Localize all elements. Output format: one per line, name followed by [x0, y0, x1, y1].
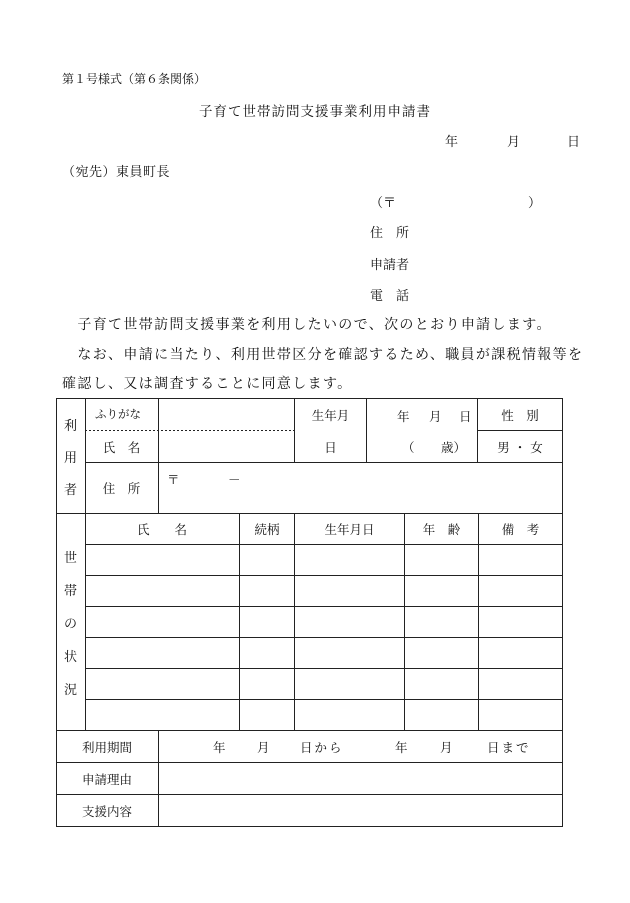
- household-section-label: [56, 540, 85, 705]
- period-year-1: 年: [213, 740, 226, 755]
- applicant-address-label: 住 所: [370, 226, 410, 241]
- gender-options[interactable]: 男 ・ 女: [497, 439, 543, 455]
- household-header-relation: 続柄: [254, 522, 280, 537]
- period-month-1: 月: [257, 740, 270, 755]
- period-year-2: 年: [395, 740, 408, 755]
- period-month-2: 月: [440, 740, 453, 755]
- addressee: （宛先）東員町長: [62, 165, 171, 180]
- age-close: 歳）: [441, 440, 467, 455]
- support-label: 支援内容: [81, 803, 132, 819]
- body-line-3: 確認し、又は調査することに同意します。: [62, 376, 353, 392]
- applicant-postal-close: ）: [528, 196, 542, 211]
- applicant-phone-label: 電 話: [370, 289, 410, 304]
- gender-label: 性 別: [501, 407, 539, 423]
- page-title: 子育て世帯訪問支援事業利用申請書: [199, 104, 431, 120]
- user-section-char-1: 利: [63, 418, 77, 434]
- form-number: 第１号様式（第６条関係）: [62, 72, 207, 86]
- applicant-postal: （〒: [370, 196, 397, 211]
- reason-input[interactable]: [159, 763, 562, 794]
- age-open: （: [402, 440, 415, 455]
- household-header-age: 年 齢: [422, 522, 461, 537]
- name-label: 氏 名: [102, 439, 141, 455]
- dob-label-2: 日: [324, 439, 337, 455]
- household-char-2: 帯: [63, 584, 77, 599]
- dob-label-1: 生年月: [311, 407, 350, 423]
- user-section-char-2: 用: [63, 450, 77, 466]
- dob-year: 年: [397, 409, 410, 424]
- name-input[interactable]: [159, 431, 294, 462]
- postal-dash: －: [228, 472, 241, 487]
- date-month-label: 月: [507, 135, 521, 150]
- household-char-5: 況: [63, 683, 77, 698]
- support-input[interactable]: [159, 795, 562, 826]
- household-header-notes: 備 考: [501, 522, 540, 537]
- user-section-char-3: 者: [63, 482, 77, 498]
- furigana-label: ふりがな: [95, 407, 141, 421]
- date-day-label: 日: [567, 135, 581, 150]
- applicant-label: 申請者: [370, 258, 410, 273]
- user-section-label: [56, 408, 85, 504]
- household-header-dob: 生年月日: [324, 522, 375, 537]
- body-line-2: なお、申請に当たり、利用世帯区分を確認するため、職員が課税情報等を: [62, 347, 584, 363]
- reason-label: 申請理由: [81, 771, 132, 787]
- dob-month: 月: [429, 409, 442, 424]
- address-label: 住 所: [102, 481, 141, 496]
- dob-day: 日: [459, 409, 472, 424]
- household-char-4: 状: [63, 650, 77, 665]
- furigana-input[interactable]: [159, 399, 294, 430]
- period-from: 日から: [300, 740, 344, 755]
- period-label: 利用期間: [81, 739, 132, 755]
- household-header-name: 氏 名: [136, 522, 187, 537]
- body-line-1: 子育て世帯訪問支援事業を利用したいので、次のとおり申請します。: [62, 317, 552, 333]
- household-char-3: の: [63, 617, 77, 632]
- household-char-1: 世: [63, 551, 77, 566]
- period-until: 日まで: [487, 740, 531, 755]
- date-year-label: 年: [445, 135, 459, 150]
- postal-mark: 〒: [167, 472, 180, 487]
